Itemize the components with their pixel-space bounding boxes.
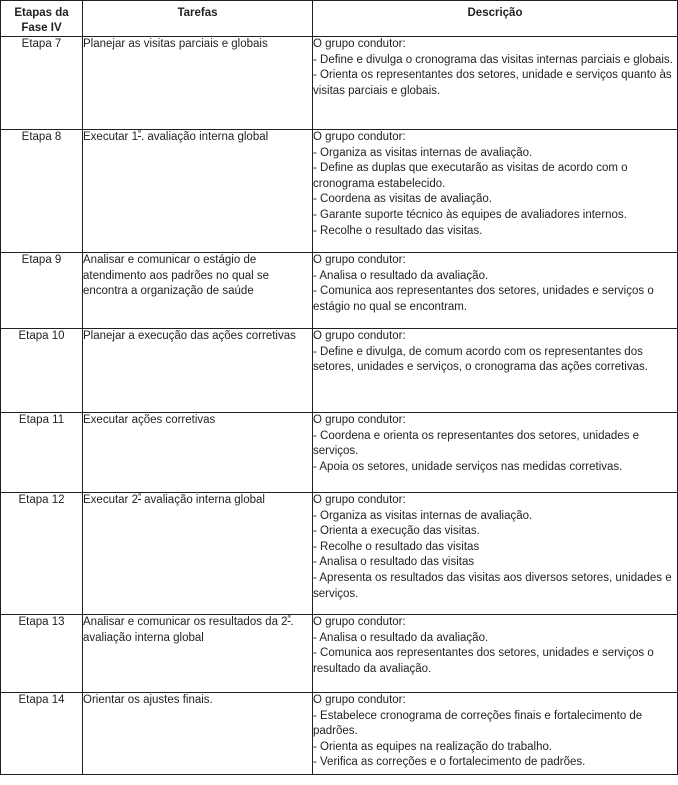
description-line: O grupo condutor: [313,254,406,266]
table-row [1,413,678,493]
description-line: - Analisa o resultado das visitas [313,556,475,569]
column-header-description: Descrição [313,1,678,37]
description-line: - Comunica aos representantes dos setores, unidades e serviços o resultado da avaliação. [313,647,654,675]
description-line: - Garante suporte técnico às equipes de avaliadores internos. [313,208,627,221]
stage-cell: Etapa 11 [1,413,83,493]
description-line: - Analisa o resultado da avaliação. [313,631,489,644]
table-row [1,615,678,693]
description-cell [313,493,678,615]
description-line: O grupo condutor: [313,330,406,342]
description-cell [313,413,678,493]
description-line: - Apresenta os resultados das visitas aos diversos setores, unidades e serviços. [313,571,672,600]
stage-cell: Etapa 9 [1,253,83,329]
ordinal-indicator: ª [137,491,141,501]
task-cell: Orientar os ajustes finais. [83,693,313,775]
task-cell: Analisar e comunicar o estágio de atendimento aos padrões no qual se encontra a organização de saúde [83,253,313,329]
description-line: - Verifica as correções e o fortalecimento de padrões. [313,756,586,769]
description-line: - Define e divulga o cronograma das visitas internas parciais e globais. [313,53,673,66]
task-cell: Planejar a execução das ações corretivas [83,329,313,413]
description-line: O grupo condutor: [313,616,406,628]
ordinal-indicator: ª [137,128,141,138]
description-cell [313,615,678,693]
stage-cell: Etapa 7 [1,37,83,130]
table-row [1,253,678,329]
description-line: - Orienta a execução das visitas. [313,525,480,538]
description-cell [313,329,678,413]
description-cell [313,130,678,253]
table-row [1,130,678,253]
description-cell [313,37,678,130]
description-line: - Coordena e orienta os representantes dos setores, unidades e serviços. [313,429,640,458]
table-body [1,37,678,775]
table-header [1,1,678,37]
description-line: O grupo condutor: [313,38,406,50]
column-header-stage-line1: Etapas da [14,7,69,19]
description-cell [313,693,678,775]
description-line: - Organiza as visitas internas de avaliação. [313,146,533,159]
task-cell: Executar $2^ª$ avaliação interna global [83,493,313,615]
column-header-stage-line2: Fase IV [21,22,62,34]
description-line: - Recolhe o resultado das visitas [313,540,480,553]
ordinal-indicator: ª [287,613,291,623]
description-line: - Apoia os setores, unidade serviços nas medidas corretivas. [313,460,623,473]
stage-cell: Etapa 8 [1,130,83,253]
column-header-stage [1,1,83,37]
stage-cell: Etapa 13 [1,615,83,693]
table-row [1,37,678,130]
table-row [1,493,678,615]
description-line: O grupo condutor: [313,694,406,706]
stage-cell: Etapa 14 [1,693,83,775]
description-cell [313,253,678,329]
description-line: - Comunica aos representantes dos setores, unidades e serviços o estágio no qual se encontram. [313,285,654,313]
table-row [1,693,678,775]
description-line: - Organiza as visitas internas de avaliação. [313,509,533,522]
table-row [1,329,678,413]
column-header-tasks: Tarefas [83,1,313,37]
task-cell: Analisar e comunicar os resultados da $2^ª$. avaliação interna global [83,615,313,693]
description-line: - Orienta as equipes na realização do trabalho. [313,740,553,753]
description-line: O grupo condutor: [313,494,406,506]
table-header-row [1,1,678,37]
description-line: O grupo condutor: [313,414,406,426]
description-line: - Define e divulga, de comum acordo com os representantes dos setores, unidades e serviços, o cronograma das ações corretivas. [313,345,648,374]
description-line: - Analisa o resultado da avaliação. [313,269,489,282]
description-line: - Estabelece cronograma de correções finais e fortalecimento de padrões. [313,709,643,738]
description-line: - Define as duplas que executarão as visitas de acordo com o cronograma estabelecido. [313,162,628,190]
description-line: O grupo condutor: [313,131,406,143]
stage-cell: Etapa 10 [1,329,83,413]
task-cell: Executar $1^ª$. avaliação interna global [83,130,313,253]
stage-cell: Etapa 12 [1,493,83,615]
description-line: - Orienta os representantes dos setores, unidade e serviços quanto às visitas parciais e globais. [313,69,672,97]
description-line: - Recolhe o resultado das visitas. [313,224,483,237]
task-cell: Planejar as visitas parciais e globais [83,37,313,130]
description-line: - Coordena as visitas de avaliação. [313,193,492,206]
task-cell: Executar ações corretivas [83,413,313,493]
